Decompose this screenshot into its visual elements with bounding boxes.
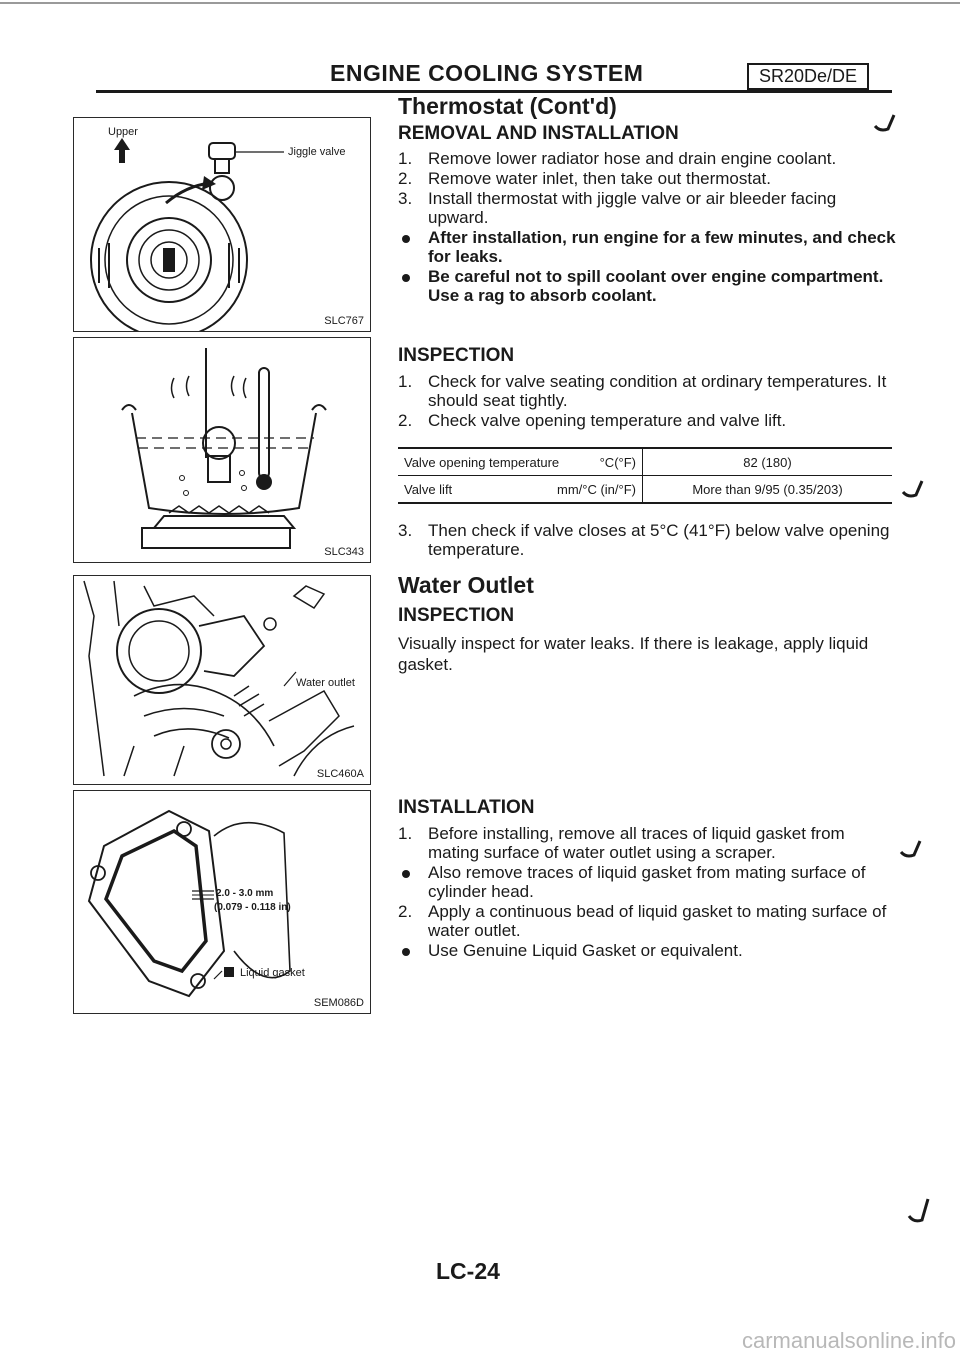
upper-arrow-icon [114, 138, 130, 163]
installation-steps [398, 824, 898, 961]
section-title: Thermostat (Cont'd) [398, 93, 617, 119]
water-outlet-inspection-text: Visually inspect for water leaks. If there is leakage, apply liquid gasket. [398, 634, 869, 674]
water-outlet-heading: Water Outlet [398, 572, 534, 598]
figure-water-outlet [73, 575, 371, 785]
top-scan-line [0, 2, 960, 4]
installation-item-4: Use Genuine Liquid Gasket or equivalent. [398, 941, 898, 960]
inspection-steps [398, 372, 898, 431]
water-outlet-label: Water outlet [296, 677, 355, 689]
water-test-illustration [74, 338, 370, 562]
removal-note-2: Be careful not to spill coolant over engine compartment. Use a rag to absorb coolant. [398, 267, 898, 305]
figure-code: SLC767 [324, 315, 364, 327]
installation-heading: INSTALLATION [398, 797, 535, 818]
removal-note-1: After installation, run engine for a few minutes, and check for leaks. [398, 228, 898, 266]
engine-model-badge: SR20De/DE [747, 63, 869, 90]
revision-mark-icon [872, 112, 898, 134]
revision-mark-icon [898, 838, 924, 862]
figure-thermostat-water-test [73, 337, 371, 563]
inspection-step-1: 1. Check for valve seating condition at ordinary temperatures. It should seat tightly. [398, 372, 887, 410]
removal-step-3: 3. Install thermostat with jiggle valve or air bleeder facing upward. [398, 189, 837, 227]
revision-mark-icon [906, 1196, 932, 1226]
installation-item-3: 2. Apply a continuous bead of liquid gasket to mating surface of water outlet. [398, 902, 887, 940]
spec-label-cell: Valve lift mm/°C (in/°F) [398, 476, 643, 504]
table-row [398, 476, 892, 504]
watermark: carmanualsonline.info [741, 1328, 956, 1353]
figure-code: SLC460A [316, 768, 364, 780]
inspection-step-3-block [398, 521, 898, 560]
page-number: LC-24 [436, 1258, 500, 1284]
page-header-title: ENGINE COOLING SYSTEM [330, 60, 644, 86]
revision-mark-icon [900, 478, 926, 500]
bead-width-in-label: (0.079 - 0.118 in) [214, 902, 291, 913]
removal-steps [398, 149, 898, 306]
spec-value-cell: More than 9/95 (0.35/203) [643, 476, 893, 504]
removal-step-2: 2. Remove water inlet, then take out thermostat. [398, 169, 772, 188]
inspection-heading: INSPECTION [398, 345, 515, 366]
bead-width-mm-label: 2.0 - 3.0 mm [216, 888, 274, 899]
removal-step-1: 1. Remove lower radiator hose and drain engine coolant. [398, 149, 837, 168]
figure-thermostat-jiggle-valve [73, 117, 371, 332]
upper-label: Upper [108, 126, 138, 138]
gasket-marker-icon [224, 967, 234, 977]
spec-value-cell: 82 (180) [643, 448, 893, 476]
figure-liquid-gasket [73, 790, 371, 1014]
spec-label-cell: Valve opening temperature °C(°F) [398, 448, 643, 476]
figure-code: SEM086D [313, 997, 364, 1009]
figure-code: SLC343 [324, 546, 364, 558]
valve-spec-table [398, 447, 892, 504]
inspection-step-3: 3. Then check if valve closes at 5°C (41°F) below valve opening temperature. [398, 521, 890, 559]
inspection-step-2: 2. Check valve opening temperature and valve lift. [398, 411, 787, 430]
liquid-gasket-label: Liquid gasket [240, 967, 305, 979]
removal-heading: REMOVAL AND INSTALLATION [398, 123, 679, 144]
table-row [398, 448, 892, 476]
water-outlet-inspection-heading: INSPECTION [398, 605, 515, 626]
jiggle-valve-label: Jiggle valve [288, 146, 346, 158]
installation-item-2: Also remove traces of liquid gasket from mating surface of cylinder head. [398, 863, 898, 901]
installation-item-1: 1. Before installing, remove all traces of liquid gasket from mating surface of water outlet using a scraper. [398, 824, 845, 862]
